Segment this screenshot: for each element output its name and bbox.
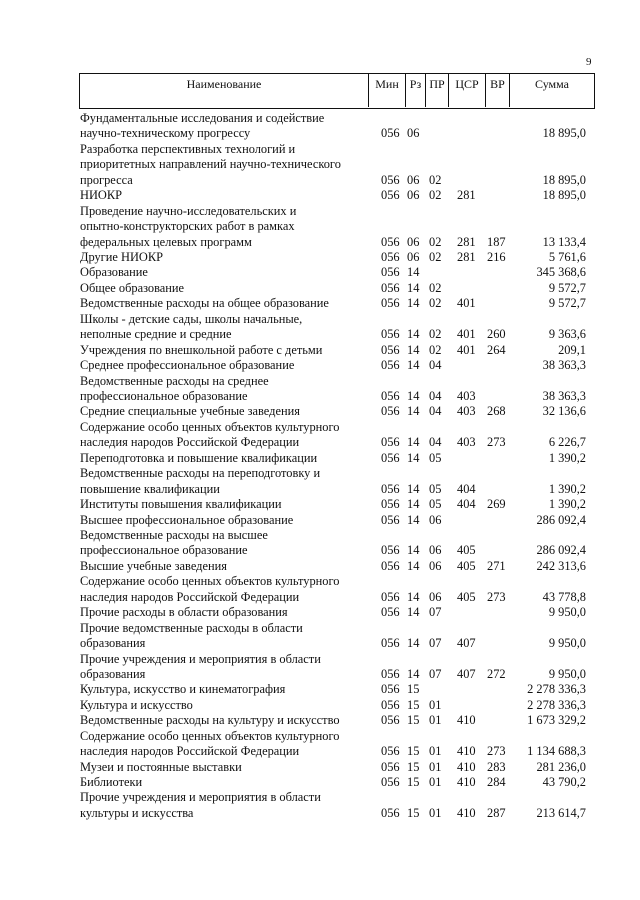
row-pr: 01 bbox=[429, 805, 442, 820]
row-name-line: Содержание особо ценных объектов культурного bbox=[80, 574, 340, 589]
row-pr: 06 bbox=[429, 512, 442, 527]
row-rz: 15 bbox=[407, 759, 420, 774]
header-min: Мин bbox=[369, 74, 406, 107]
row-sum: 38 363,3 bbox=[542, 358, 586, 373]
row-rz: 14 bbox=[407, 450, 420, 465]
row-min: 056 bbox=[381, 666, 400, 681]
table-row bbox=[0, 513, 640, 528]
row-sum: 2 278 336,3 bbox=[527, 697, 586, 712]
row-pr: 05 bbox=[429, 497, 442, 512]
row-rz: 14 bbox=[407, 342, 420, 357]
row-name bbox=[80, 760, 370, 775]
row-name bbox=[80, 729, 370, 760]
row-min: 056 bbox=[381, 234, 400, 249]
row-vr: 216 bbox=[487, 250, 506, 264]
row-rz: 14 bbox=[407, 512, 420, 527]
row-min: 056 bbox=[381, 404, 400, 419]
row-vr: 284 bbox=[487, 775, 506, 790]
row-rz: 14 bbox=[407, 558, 420, 573]
row-pr: 02 bbox=[429, 188, 442, 203]
row-name-line: Ведомственные расходы на культуру и искусство bbox=[80, 713, 340, 728]
table-row bbox=[0, 420, 640, 451]
row-csr: 410 bbox=[457, 805, 476, 820]
row-sum: 1 390,2 bbox=[548, 450, 586, 465]
row-min: 056 bbox=[381, 435, 400, 450]
row-csr: 405 bbox=[457, 558, 476, 573]
row-name-line: образования bbox=[80, 636, 146, 651]
row-pr: 06 bbox=[429, 543, 442, 558]
row-sum: 38 363,3 bbox=[542, 388, 586, 403]
row-name-line: Музеи и постоянные выставки bbox=[80, 759, 242, 774]
page-number: 9 bbox=[586, 56, 592, 68]
row-min: 056 bbox=[381, 250, 400, 264]
row-name-line: Культура и искусство bbox=[80, 697, 193, 712]
row-vr: 264 bbox=[487, 342, 506, 357]
row-name-line: Образование bbox=[80, 265, 148, 280]
row-name bbox=[80, 698, 370, 713]
row-csr: 404 bbox=[457, 481, 476, 496]
row-pr: 05 bbox=[429, 481, 442, 496]
row-name bbox=[80, 188, 370, 203]
table-row bbox=[0, 451, 640, 466]
header-name: Наименование bbox=[80, 74, 369, 107]
row-min: 056 bbox=[381, 126, 400, 141]
row-min: 056 bbox=[381, 682, 400, 697]
row-rz: 14 bbox=[407, 280, 420, 295]
row-min: 056 bbox=[381, 450, 400, 465]
row-min: 056 bbox=[381, 775, 400, 790]
row-name-line: Библиотеки bbox=[80, 775, 143, 790]
row-csr: 403 bbox=[457, 404, 476, 419]
row-name-line: наследия народов Российской Федерации bbox=[80, 744, 300, 759]
row-pr: 02 bbox=[429, 296, 442, 311]
row-vr: 271 bbox=[487, 558, 506, 573]
row-min: 056 bbox=[381, 280, 400, 295]
row-name bbox=[80, 775, 370, 790]
row-pr: 02 bbox=[429, 234, 442, 249]
row-rz: 14 bbox=[407, 265, 420, 280]
table-row bbox=[0, 204, 640, 250]
row-name bbox=[80, 420, 370, 451]
row-rz: 14 bbox=[407, 327, 420, 342]
row-vr: 268 bbox=[487, 404, 506, 419]
row-pr: 06 bbox=[429, 558, 442, 573]
row-sum: 281 236,0 bbox=[536, 759, 586, 774]
row-name-line: Школы - детские сады, школы начальные, bbox=[80, 311, 303, 326]
row-name-line: опытно-конструкторских работ в рамках bbox=[80, 219, 295, 234]
table-row bbox=[0, 528, 640, 559]
row-sum: 18 895,0 bbox=[542, 126, 586, 141]
row-sum: 9 363,6 bbox=[548, 327, 586, 342]
row-vr: 273 bbox=[487, 589, 506, 604]
row-pr: 04 bbox=[429, 435, 442, 450]
row-name bbox=[80, 296, 370, 311]
row-min: 056 bbox=[381, 265, 400, 280]
row-name-line: Ведомственные расходы на общее образование bbox=[80, 296, 329, 311]
row-min: 056 bbox=[381, 327, 400, 342]
row-sum: 242 313,6 bbox=[536, 558, 586, 573]
table-header bbox=[79, 73, 595, 109]
table-row bbox=[0, 652, 640, 683]
row-csr: 405 bbox=[457, 589, 476, 604]
row-name bbox=[80, 250, 370, 265]
row-sum: 6 226,7 bbox=[548, 435, 586, 450]
row-vr: 269 bbox=[487, 497, 506, 512]
row-min: 056 bbox=[381, 188, 400, 203]
row-name-line: наследия народов Российской Федерации bbox=[80, 435, 300, 450]
row-name-line: Фундаментальные исследования и содействие bbox=[80, 111, 325, 125]
row-min: 056 bbox=[381, 759, 400, 774]
row-name bbox=[80, 574, 370, 605]
row-sum: 1 390,2 bbox=[548, 497, 586, 512]
row-sum: 286 092,4 bbox=[536, 512, 586, 527]
row-vr: 273 bbox=[487, 435, 506, 450]
table-row bbox=[0, 312, 640, 343]
row-name-line: федеральных целевых программ bbox=[80, 234, 252, 249]
row-pr: 02 bbox=[429, 280, 442, 295]
row-rz: 14 bbox=[407, 435, 420, 450]
row-rz: 14 bbox=[407, 666, 420, 681]
row-csr: 410 bbox=[457, 744, 476, 759]
table-row bbox=[0, 343, 640, 358]
row-min: 056 bbox=[381, 636, 400, 651]
row-name bbox=[80, 682, 370, 697]
row-name-line: Общее образование bbox=[80, 280, 185, 295]
row-name bbox=[80, 312, 370, 343]
row-min: 056 bbox=[381, 805, 400, 820]
row-name-line: Прочие учреждения и мероприятия в области bbox=[80, 651, 321, 666]
table-row bbox=[0, 188, 640, 203]
row-pr: 01 bbox=[429, 697, 442, 712]
row-sum: 43 778,8 bbox=[542, 589, 586, 604]
row-vr: 272 bbox=[487, 666, 506, 681]
row-name bbox=[80, 404, 370, 419]
row-name-line: Другие НИОКР bbox=[80, 250, 163, 265]
row-name bbox=[80, 281, 370, 296]
row-name-line: культуры и искусства bbox=[80, 805, 194, 820]
row-name bbox=[80, 713, 370, 728]
row-vr: 287 bbox=[487, 805, 506, 820]
row-pr: 05 bbox=[429, 450, 442, 465]
row-name bbox=[80, 528, 370, 559]
row-sum: 9 572,7 bbox=[548, 296, 586, 311]
row-min: 056 bbox=[381, 481, 400, 496]
row-name bbox=[80, 466, 370, 497]
row-sum: 18 895,0 bbox=[542, 172, 586, 187]
table-row bbox=[0, 698, 640, 713]
row-rz: 06 bbox=[407, 172, 420, 187]
row-sum: 18 895,0 bbox=[542, 188, 586, 203]
header-csr: ЦСР bbox=[449, 74, 486, 107]
row-name bbox=[80, 621, 370, 652]
row-csr: 401 bbox=[457, 342, 476, 357]
row-sum: 9 950,0 bbox=[548, 636, 586, 651]
row-rz: 06 bbox=[407, 234, 420, 249]
row-name-line: повышение квалификации bbox=[80, 481, 220, 496]
row-rz: 15 bbox=[407, 744, 420, 759]
row-name bbox=[80, 343, 370, 358]
row-sum: 1 390,2 bbox=[548, 481, 586, 496]
row-rz: 14 bbox=[407, 497, 420, 512]
row-pr: 02 bbox=[429, 342, 442, 357]
table-row bbox=[0, 265, 640, 280]
row-pr: 02 bbox=[429, 327, 442, 342]
row-name-line: профессиональное образование bbox=[80, 543, 248, 558]
row-min: 056 bbox=[381, 558, 400, 573]
row-min: 056 bbox=[381, 358, 400, 373]
row-csr: 401 bbox=[457, 296, 476, 311]
table-row bbox=[0, 790, 640, 821]
table-row bbox=[0, 250, 640, 265]
row-name-line: прогресса bbox=[80, 172, 133, 187]
row-csr: 405 bbox=[457, 543, 476, 558]
table-row bbox=[0, 775, 640, 790]
table-row bbox=[0, 497, 640, 512]
row-rz: 14 bbox=[407, 605, 420, 620]
table-row bbox=[0, 621, 640, 652]
row-name-line: Ведомственные расходы на высшее bbox=[80, 527, 268, 542]
row-name bbox=[80, 374, 370, 405]
row-rz: 14 bbox=[407, 589, 420, 604]
row-name-line: НИОКР bbox=[80, 188, 122, 203]
row-pr: 06 bbox=[429, 589, 442, 604]
row-name bbox=[80, 451, 370, 466]
row-min: 056 bbox=[381, 697, 400, 712]
row-sum: 43 790,2 bbox=[542, 775, 586, 790]
row-csr: 410 bbox=[457, 775, 476, 790]
row-sum: 2 278 336,3 bbox=[527, 682, 586, 697]
row-name-line: Прочие учреждения и мероприятия в области bbox=[80, 790, 321, 805]
row-name bbox=[80, 265, 370, 280]
table-body bbox=[0, 111, 640, 821]
row-sum: 1 134 688,3 bbox=[527, 744, 586, 759]
row-name-line: Институты повышения квалификации bbox=[80, 497, 282, 512]
row-min: 056 bbox=[381, 543, 400, 558]
row-csr: 403 bbox=[457, 388, 476, 403]
table-row bbox=[0, 404, 640, 419]
row-pr: 04 bbox=[429, 404, 442, 419]
row-rz: 06 bbox=[407, 250, 420, 264]
row-rz: 15 bbox=[407, 713, 420, 728]
row-csr: 281 bbox=[457, 234, 476, 249]
row-rz: 15 bbox=[407, 775, 420, 790]
row-min: 056 bbox=[381, 744, 400, 759]
row-sum: 345 368,6 bbox=[536, 265, 586, 280]
row-pr: 02 bbox=[429, 172, 442, 187]
row-name-line: Высшие учебные заведения bbox=[80, 558, 227, 573]
row-rz: 06 bbox=[407, 188, 420, 203]
row-sum: 286 092,4 bbox=[536, 543, 586, 558]
row-name-line: Среднее профессиональное образование bbox=[80, 358, 295, 373]
table-row bbox=[0, 574, 640, 605]
row-name bbox=[80, 513, 370, 528]
table-row bbox=[0, 559, 640, 574]
row-sum: 5 761,6 bbox=[548, 250, 586, 264]
row-name-line: Содержание особо ценных объектов культурного bbox=[80, 419, 340, 434]
row-min: 056 bbox=[381, 388, 400, 403]
row-csr: 407 bbox=[457, 636, 476, 651]
row-name bbox=[80, 111, 370, 142]
row-name bbox=[80, 204, 370, 250]
table-row bbox=[0, 111, 640, 142]
row-name-line: научно-техническому прогрессу bbox=[80, 126, 251, 141]
row-rz: 15 bbox=[407, 682, 420, 697]
header-rz: Рз bbox=[406, 74, 426, 107]
row-name bbox=[80, 142, 370, 188]
row-pr: 07 bbox=[429, 605, 442, 620]
row-name-line: неполные средние и средние bbox=[80, 327, 232, 342]
row-name-line: наследия народов Российской Федерации bbox=[80, 589, 300, 604]
row-vr: 260 bbox=[487, 327, 506, 342]
row-csr: 407 bbox=[457, 666, 476, 681]
row-name-line: Прочие расходы в области образования bbox=[80, 605, 288, 620]
row-name-line: Культура, искусство и кинематография bbox=[80, 682, 286, 697]
row-sum: 9 572,7 bbox=[548, 280, 586, 295]
row-pr: 01 bbox=[429, 759, 442, 774]
row-min: 056 bbox=[381, 512, 400, 527]
row-rz: 15 bbox=[407, 805, 420, 820]
row-csr: 410 bbox=[457, 713, 476, 728]
table-row bbox=[0, 296, 640, 311]
row-csr: 410 bbox=[457, 759, 476, 774]
row-min: 056 bbox=[381, 589, 400, 604]
row-name-line: Переподготовка и повышение квалификации bbox=[80, 450, 318, 465]
row-sum: 13 133,4 bbox=[542, 234, 586, 249]
header-pr: ПР bbox=[426, 74, 449, 107]
row-name-line: Содержание особо ценных объектов культурного bbox=[80, 728, 340, 743]
row-rz: 15 bbox=[407, 697, 420, 712]
row-name bbox=[80, 790, 370, 821]
row-name-line: Средние специальные учебные заведения bbox=[80, 404, 300, 419]
row-name bbox=[80, 559, 370, 574]
row-pr: 01 bbox=[429, 713, 442, 728]
row-csr: 281 bbox=[457, 250, 476, 264]
row-sum: 9 950,0 bbox=[548, 666, 586, 681]
row-name bbox=[80, 358, 370, 373]
row-sum: 213 614,7 bbox=[536, 805, 586, 820]
row-sum: 209,1 bbox=[558, 342, 586, 357]
row-name-line: Прочие ведомственные расходы в области bbox=[80, 620, 303, 635]
row-name-line: Учреждения по внешкольной работе с детьми bbox=[80, 342, 323, 357]
table-row bbox=[0, 729, 640, 760]
row-min: 056 bbox=[381, 296, 400, 311]
row-rz: 14 bbox=[407, 358, 420, 373]
row-min: 056 bbox=[381, 713, 400, 728]
row-rz: 06 bbox=[407, 126, 420, 141]
row-pr: 04 bbox=[429, 388, 442, 403]
row-rz: 14 bbox=[407, 388, 420, 403]
row-name-line: Ведомственные расходы на среднее bbox=[80, 373, 269, 388]
row-pr: 01 bbox=[429, 775, 442, 790]
row-min: 056 bbox=[381, 172, 400, 187]
row-rz: 14 bbox=[407, 481, 420, 496]
row-min: 056 bbox=[381, 342, 400, 357]
table-row bbox=[0, 281, 640, 296]
row-sum: 32 136,6 bbox=[542, 404, 586, 419]
row-sum: 1 673 329,2 bbox=[527, 713, 586, 728]
row-name-line: образования bbox=[80, 666, 146, 681]
row-pr: 07 bbox=[429, 666, 442, 681]
row-vr: 273 bbox=[487, 744, 506, 759]
row-min: 056 bbox=[381, 605, 400, 620]
table-row bbox=[0, 358, 640, 373]
row-name-line: Ведомственные расходы на переподготовку и bbox=[80, 466, 321, 481]
table-row bbox=[0, 466, 640, 497]
row-name bbox=[80, 652, 370, 683]
row-csr: 401 bbox=[457, 327, 476, 342]
row-name bbox=[80, 605, 370, 620]
row-rz: 14 bbox=[407, 296, 420, 311]
table-row bbox=[0, 760, 640, 775]
row-min: 056 bbox=[381, 497, 400, 512]
row-name-line: Проведение научно-исследовательских и bbox=[80, 203, 297, 218]
row-csr: 281 bbox=[457, 188, 476, 203]
row-name bbox=[80, 497, 370, 512]
row-csr: 404 bbox=[457, 497, 476, 512]
row-rz: 14 bbox=[407, 543, 420, 558]
row-name-line: профессиональное образование bbox=[80, 388, 248, 403]
row-sum: 9 950,0 bbox=[548, 605, 586, 620]
row-name-line: Высшее профессиональное образование bbox=[80, 512, 294, 527]
row-pr: 04 bbox=[429, 358, 442, 373]
row-vr: 283 bbox=[487, 759, 506, 774]
row-name-line: Разработка перспективных технологий и bbox=[80, 141, 296, 156]
table-row bbox=[0, 605, 640, 620]
row-vr: 187 bbox=[487, 234, 506, 249]
row-rz: 14 bbox=[407, 404, 420, 419]
table-row bbox=[0, 142, 640, 188]
row-rz: 14 bbox=[407, 636, 420, 651]
table-row bbox=[0, 713, 640, 728]
table-row bbox=[0, 682, 640, 697]
row-pr: 07 bbox=[429, 636, 442, 651]
row-csr: 403 bbox=[457, 435, 476, 450]
table-row bbox=[0, 374, 640, 405]
header-sum: Сумма bbox=[535, 77, 569, 91]
row-pr: 01 bbox=[429, 744, 442, 759]
row-pr: 02 bbox=[429, 250, 442, 264]
row-name-line: приоритетных направлений научно-технического bbox=[80, 157, 341, 172]
header-vr: ВР bbox=[486, 74, 510, 107]
